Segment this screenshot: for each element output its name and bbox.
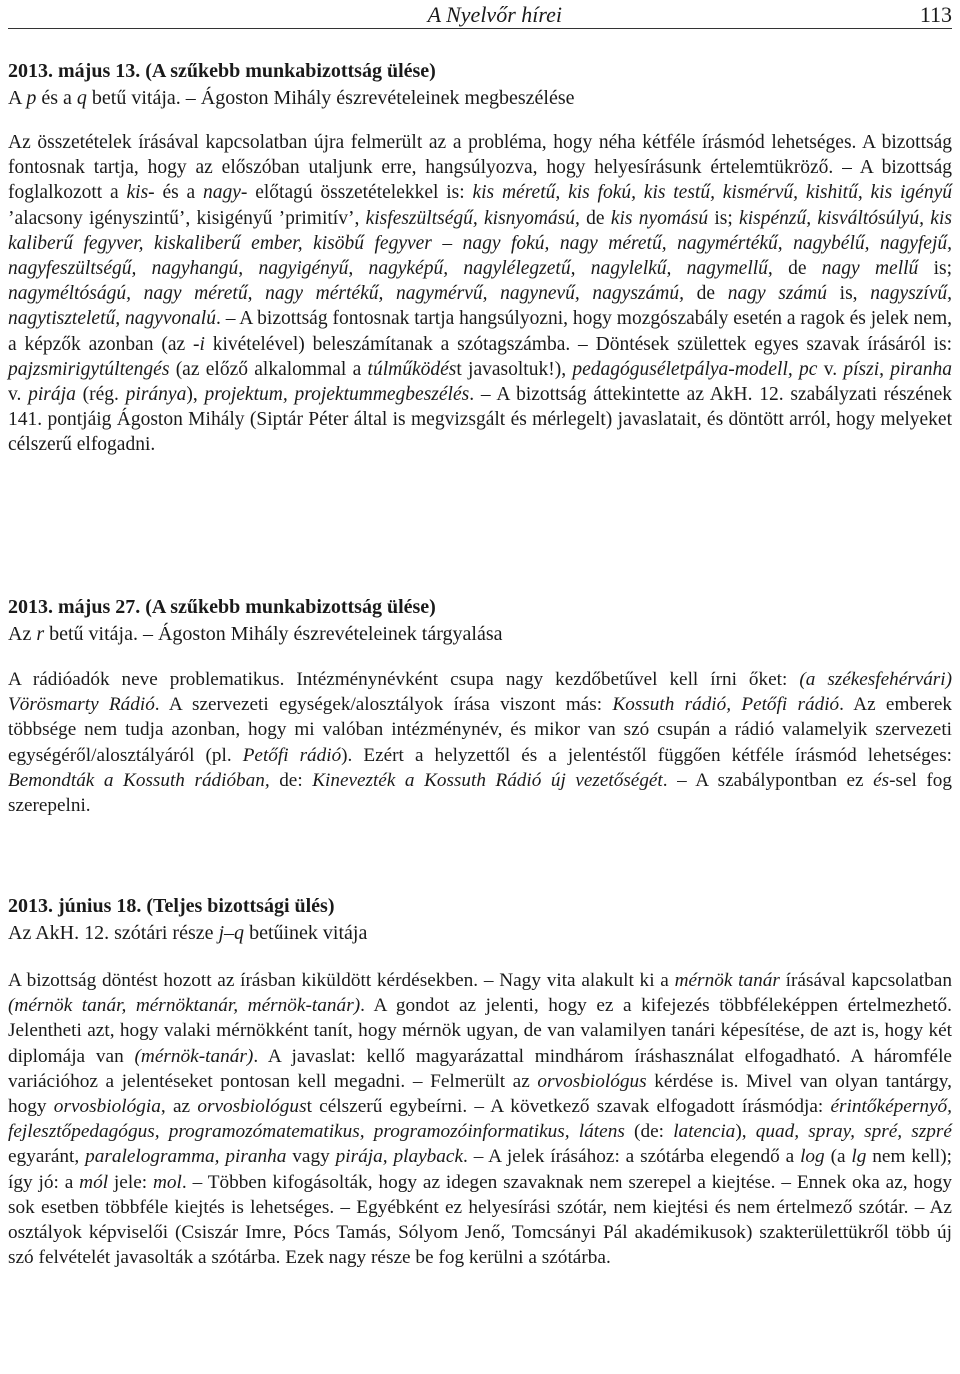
section-subtitle: Az AkH. 12. szótári része j–q betűinek vitája xyxy=(8,922,368,944)
section-body: A rádióadók neve problematikus. Intézménynévként csupa nagy kezdőbetűvel kell írni őket: (a székesfehérvári) Vörösmarty Rádió. A szervezeti egységek/alosztályok írása viszont más: Kossuth rádió, Petőfi rádió. Az emberek többsége nem tudja azonban, hogy mi valóban intézménynév, és mikor van szó csupán a rádió valamelyik szervezeti egységéről/alosztályáról (pl. Petőfi rádió). Ezért a helyzettől és a jelentéstől függően kétféle írásmód lehetséges: Bemondták a Kossuth rádióban, de: Kinevezték a Kossuth Rádió új vezetőségét. – A szabálypontban ez és-sel fog szerepelni. xyxy=(8,669,952,817)
section-body: Az összetételek írásával kapcsolatban újra felmerült az a probléma, hogy néha kétféle írásmód lehetséges. A bizottság fontosnak tartja, hogy az előszóban utaljunk erre, hangsúlyozva, hogy helyesírásunk értelemtükröző. – A bizottság foglalkozott a kis- és a nagy- előtagú összetételekkel is: kis méretű, kis fokú, kis testű, kismérvű, kishitű, kis igényű ’alacsony igényszintű’, kisigényű ’primitív’, kisfeszültségű, kisnyomású, de kis nyomású is; kispénzű, kisváltósúlyú, kis kaliberű fegyver, kiskaliberű ember, kisöbű fegyver – nagy fokú, nagy méretű, nagymértékű, nagybélű, nagyfejű, nagyfeszültségű, nagyhangú, nagyigényű, nagyképű, nagylélegzetű, nagylelkű, nagymellű, de nagy mellű is; nagyméltóságú, nagy méretű, nagy mértékű, nagymérvű, nagynevű, nagyszámú, de nagy számú is, nagyszívű, nagytiszteletű, nagyvonalú. – A bizottság fontosnak tartja hangsúlyozni, hogy mozgószabály esetén a ragok és jelek nem, a képzők azonban (az -i kivételével) beleszámítanak a szótagszámba. – Döntések születtek egyes szavak írásáról is: pajzsmirigytúltengés (az előző alkalommal a túlműködést javasoltuk!), pedagóguséletpálya-modell, pc v. píszi, piranha v. pirája (rég. piránya), projektum, projektummegbeszélés. – A bizottság áttekintette az AkH. 12. szabályzati részének 141. pontjáig Ágoston Mihály (Siptár Péter által is megvizsgált és mérlegelt) javaslatait, és döntött arról, hogy melyeket célszerű elfogadni. xyxy=(8,132,953,456)
section-title: 2013. június 18. (Teljes bizottsági ülés) xyxy=(8,895,335,917)
section-2013-05-27 xyxy=(8,594,952,818)
section-2013-05-13 xyxy=(8,58,952,458)
journal-title: A Nyelvőr hírei xyxy=(427,2,562,27)
section-2013-06-18 xyxy=(8,893,952,1270)
section-title: 2013. május 13. (A szűkebb munkabizottság ülése) xyxy=(8,60,436,82)
running-head xyxy=(8,0,952,29)
section-body: A bizottság döntést hozott az írásban kiküldött kérdésekben. – Nagy vita alakult ki a mérnök tanár írásával kapcsolatban (mérnök tanár, mérnöktanár, mérnök-tanár). A gondot az jelenti, hogy ez a kifejezés többféleképpen értelmezhető. Jelentheti azt, hogy valaki mérnökként tanít, hogy mérnök ugyan, de van valamilyen tanári képesítése, de azt is, hogy két diplomája van (mérnök-tanár). A javaslat: kellő magyarázattal mindhárom íráshasználat elfogadható. A háromféle variációhoz a jelentéseket pontosan kell megadni. – Felmerült az orvosbiológus kérdése is. Mivel van olyan tantárgy, hogy orvosbiológia, az orvosbiológust célszerű egybeírni. – A következő szavak elfogadott írásmódja: érintőképernyő, fejlesztőpedagógus, programozómatematikus, programozóinformatikus, látens (de: latencia), quad, spray, spré, szpré egyaránt, paralelogramma, piranha vagy pirája, playback. – A jelek írásához: a szótárba elegendő a log (a lg nem kell); így jó: a mól jele: mol. – Többen kifogásolták, hogy az idegen szavaknak nem szerepel a kiejtése. – Ennek oka az, hogy sok esetben többféle kiejtés is lehetséges. – Egyébként ez helyesírási szótár, nem kiejtési és nem értelmező szótár. – Az osztályok képviselői (Csiszár Imre, Pócs Tamás, Sólyom Jenő, Tomcsányi Pál akadémikusok) szakterülettükről több új szó felvételét javasolták a szótárba. Ezek nagy része be fog kerülni a szótárba. xyxy=(8,970,953,1269)
section-subtitle: A p és a q betű vitája. – Ágoston Mihály észrevételeinek megbeszélése xyxy=(8,87,575,109)
section-subtitle: Az r betű vitája. – Ágoston Mihály észrevételeinek tárgyalása xyxy=(8,623,503,645)
section-title: 2013. május 27. (A szűkebb munkabizottság ülése) xyxy=(8,596,436,618)
page-number: 113 xyxy=(919,2,952,27)
